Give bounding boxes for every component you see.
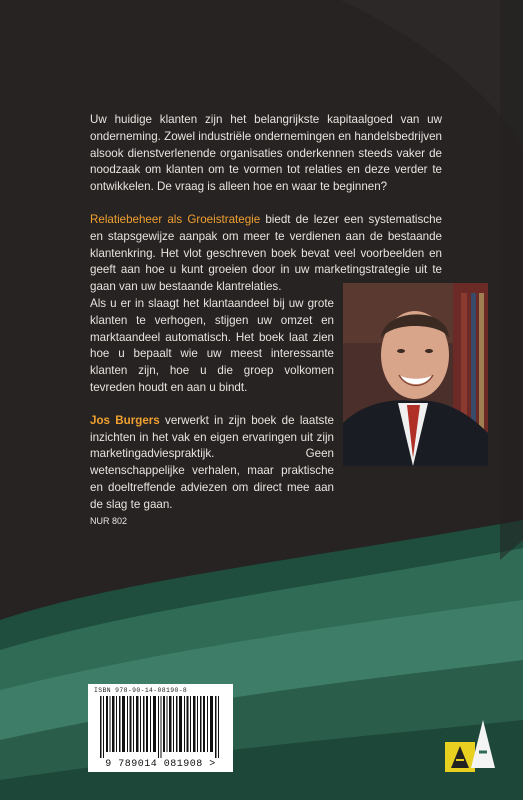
intro-paragraph: Uw huidige klanten zijn het belangrijkste kapitaalgoed van uw onderneming. Zowel industriële ondernemingen en handelsbedrijven alsook dienstverlenende organisaties onderkennen steeds vaker de noodzaak om klanten om te vormen tot relaties en deze verder te ontwikkelen. De vraag is alleen hoe en waar te beginnen? <box>90 113 442 194</box>
barcode-icon <box>96 696 226 758</box>
book-title: Relatiebeheer als Groeistrategie <box>90 212 261 226</box>
author-paragraph <box>90 413 334 514</box>
author-paragraph-text: verwerkt in zijn boek de laatste inzichten in het vak en eigen ervaringen uit zijn marketingadviespraktijk. Geen wetenschappelijke verhalen, maar praktische en doeltreffende adviezen om direct mee aan de slag te gaan. <box>90 413 335 511</box>
share-paragraph: Als u er in slaagt het klantaandeel bij uw grote klanten te verhogen, stijgen uw omzet en marktaandeel automatisch. Het boek laat zien hoe u bepaalt wie uw meest interessante klanten zijn, hoe u die groep volkomen tevreden houdt en aan u bindt. <box>90 296 334 394</box>
isbn-text: ISBN 978-90-14-08190-8 <box>94 687 188 694</box>
barcode-label <box>88 684 233 772</box>
author-portrait-image <box>343 283 488 466</box>
author-name: Jos Burgers <box>90 413 160 427</box>
barcode-number: 9 789014 081908 > <box>105 759 216 770</box>
title-paragraph-text: biedt de lezer een systematische en stapsgewijze aanpak om meer te verdienen aan de bestaande klantenkring. Het vlot geschreven boek bevat veel voorbeelden en geeft aan hoe u kunt groeien door in uw marketingstrategie uit te gaan van uw bestaande klantrelaties. <box>90 212 442 294</box>
publisher-logo-icon <box>445 712 495 772</box>
nur-code: NUR 802 <box>90 516 128 526</box>
author-photo <box>343 283 488 466</box>
